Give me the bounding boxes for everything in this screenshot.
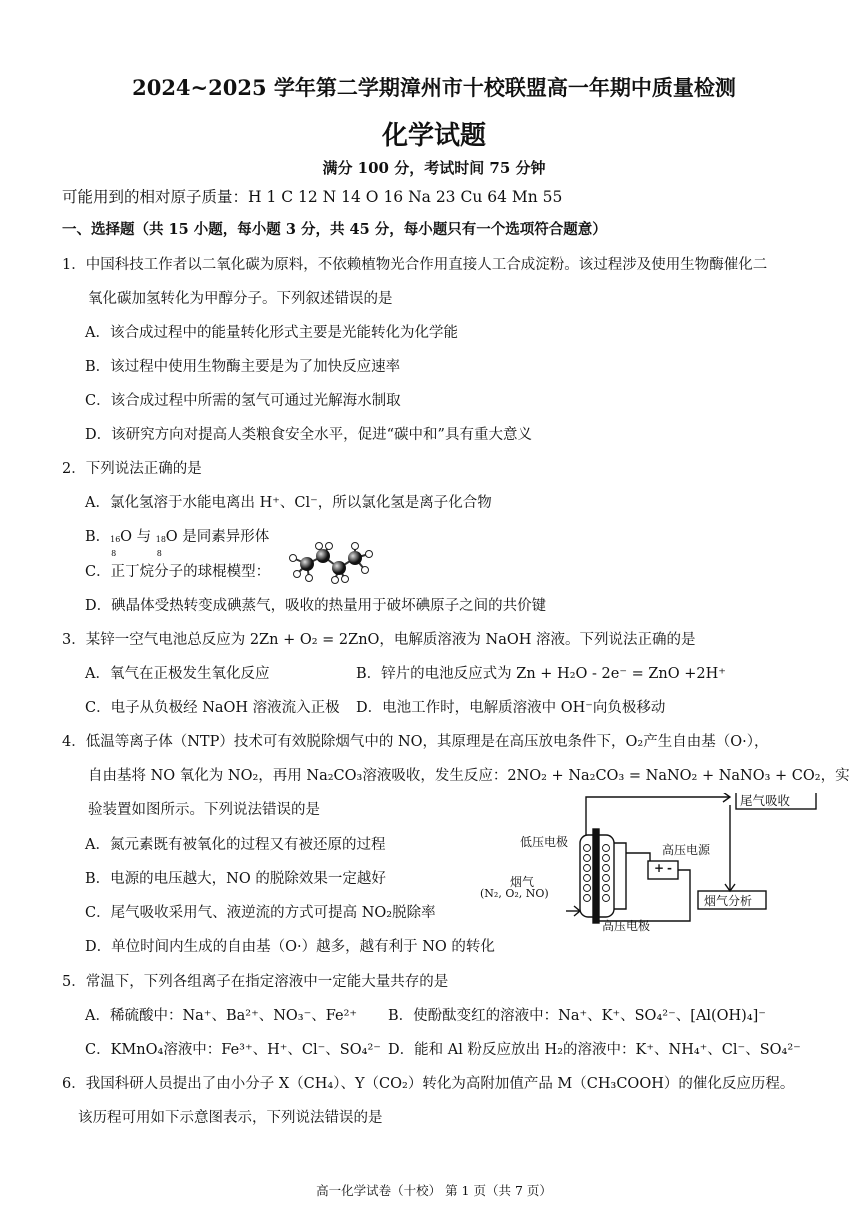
q5-option-a: A．稀硫酸中：Na⁺、Ba²⁺、NO₃⁻、Fe²⁺ xyxy=(85,1008,358,1024)
q2-option-c: C．正丁烷分子的球棍模型： xyxy=(85,564,271,580)
butane-ball-stick-model xyxy=(285,542,375,584)
q3-option-d: D．电池工作时，电解质溶液中 OH⁻向负极移动 xyxy=(356,700,666,716)
page-footer: 高一化学试卷（十校） 第 1 页（共 7 页） xyxy=(316,1183,552,1198)
low-voltage-electrode-label: 低压电极 xyxy=(520,835,569,849)
ntp-apparatus-diagram xyxy=(478,793,818,933)
flue-gas-components-label: (N₂, O₂, NO) xyxy=(480,887,549,900)
gas-analysis-label: 烟气分析 xyxy=(704,894,753,908)
q1-option-d: D．该研究方向对提高人类粮食安全水平，促进“碳中和”具有重大意义 xyxy=(85,427,532,443)
q4-option-c: C．尾气吸收采用气、液逆流的方式可提高 NO₂脱除率 xyxy=(85,905,436,921)
q5-option-b: B．使酚酞变红的溶液中：Na⁺、K⁺、SO₄²⁻、[Al(OH)₄]⁻ xyxy=(388,1008,766,1024)
q3-option-b: B．锌片的电池反应式为 Zn + H₂O - 2e⁻ = ZnO +2H⁺ xyxy=(356,666,726,682)
q4-option-b: B．电源的电压越大，NO 的脱除效果一定越好 xyxy=(85,871,386,887)
q4-option-a: A．氮元素既有被氧化的过程又有被还原的过程 xyxy=(85,837,386,853)
high-voltage-power-label: 高压电源 xyxy=(662,843,711,857)
tail-gas-label: 尾气吸收 xyxy=(740,793,791,808)
q2-option-a: A．氯化氢溶于水能电离出 H⁺、Cl⁻，所以氯化氢是离子化合物 xyxy=(85,495,492,511)
q4-stem-line3: 验装置如图所示。下列说法错误的是 xyxy=(88,802,320,818)
q1-option-b: B．该过程中使用生物酶主要是为了加快反应速率 xyxy=(85,359,401,375)
exam-title: 2024~2025 学年第二学期漳州市十校联盟高一年期中质量检测 xyxy=(132,75,736,100)
q1-stem-line1: 1．中国科技工作者以二氧化碳为原料，不依赖植物光合作用直接人工合成淀粉。该过程涉及使用生物酶催化二 xyxy=(62,257,768,273)
q3-stem: 3．某锌一空气电池总反应为 2Zn + O₂ = 2ZnO，电解质溶液为 NaOH 溶液。下列说法正确的是 xyxy=(62,632,696,648)
flue-gas-label: 烟气 xyxy=(510,875,535,889)
q5-stem: 5．常温下，下列各组离子在指定溶液中一定能大量共存的是 xyxy=(62,974,449,990)
q4-option-d: D．单位时间内生成的自由基（O·）越多，越有利于 NO 的转化 xyxy=(85,939,495,955)
q2-stem: 2．下列说法正确的是 xyxy=(62,461,202,477)
section-heading: 一、选择题（共 15 小题，每小题 3 分，共 45 分，每小题只有一个选项符合题意） xyxy=(62,221,607,238)
power-minus-sign: - xyxy=(667,861,672,875)
q2-option-b: B． 16 8 O 与 18 8 O 是同素异形体 xyxy=(85,529,270,558)
power-plus-sign: + xyxy=(654,861,665,875)
q5-option-c: C．KMnO₄溶液中：Fe³⁺、H⁺、Cl⁻、SO₄²⁻ xyxy=(85,1042,381,1058)
q4-stem-line2: 自由基将 NO 氧化为 NO₂，再用 Na₂CO₃溶液吸收，发生反应：2NO₂ + Na₂CO₃ = NaNO₂ + NaNO₃ + CO₂，实 xyxy=(88,768,850,784)
score-time: 满分 100 分，考试时间 75 分钟 xyxy=(322,159,546,177)
subject-title: 化学试题 xyxy=(381,121,486,151)
q3-option-a: A．氧气在正极发生氧化反应 xyxy=(85,666,270,682)
q4-stem-line1: 4．低温等离子体（NTP）技术可有效脱除烟气中的 NO，其原理是在高压放电条件下，O₂产生自由基（O·）， xyxy=(62,734,769,750)
q1-option-a: A．该合成过程中的能量转化形式主要是光能转化为化学能 xyxy=(85,325,458,341)
q5-option-d: D．能和 Al 粉反应放出 H₂的溶液中：K⁺、NH₄⁺、Cl⁻、SO₄²⁻ xyxy=(388,1042,801,1058)
atomic-masses: 可能用到的相对原子质量：H 1 C 12 N 14 O 16 Na 23 Cu 64 Mn 55 xyxy=(62,188,563,206)
q1-option-c: C．该合成过程中所需的氢气可通过光解海水制取 xyxy=(85,393,401,409)
q6-stem-line2: 该历程可用如下示意图表示，下列说法错误的是 xyxy=(78,1110,383,1126)
q1-stem-line2: 氧化碳加氢转化为甲醇分子。下列叙述错误的是 xyxy=(88,291,393,307)
q3-option-c: C．电子从负极经 NaOH 溶液流入正极 xyxy=(85,700,340,716)
high-voltage-electrode-label: 高压电极 xyxy=(602,919,651,933)
q6-stem-line1: 6．我国科研人员提出了由小分子 X（CH₄）、Y（CO₂）转化为高附加值产品 M（CH₃COOH）的催化反应历程。 xyxy=(62,1076,795,1092)
q2-option-d: D．碘晶体受热转变成碘蒸气，吸收的热量用于破坏碘原子之间的共价键 xyxy=(85,598,547,614)
